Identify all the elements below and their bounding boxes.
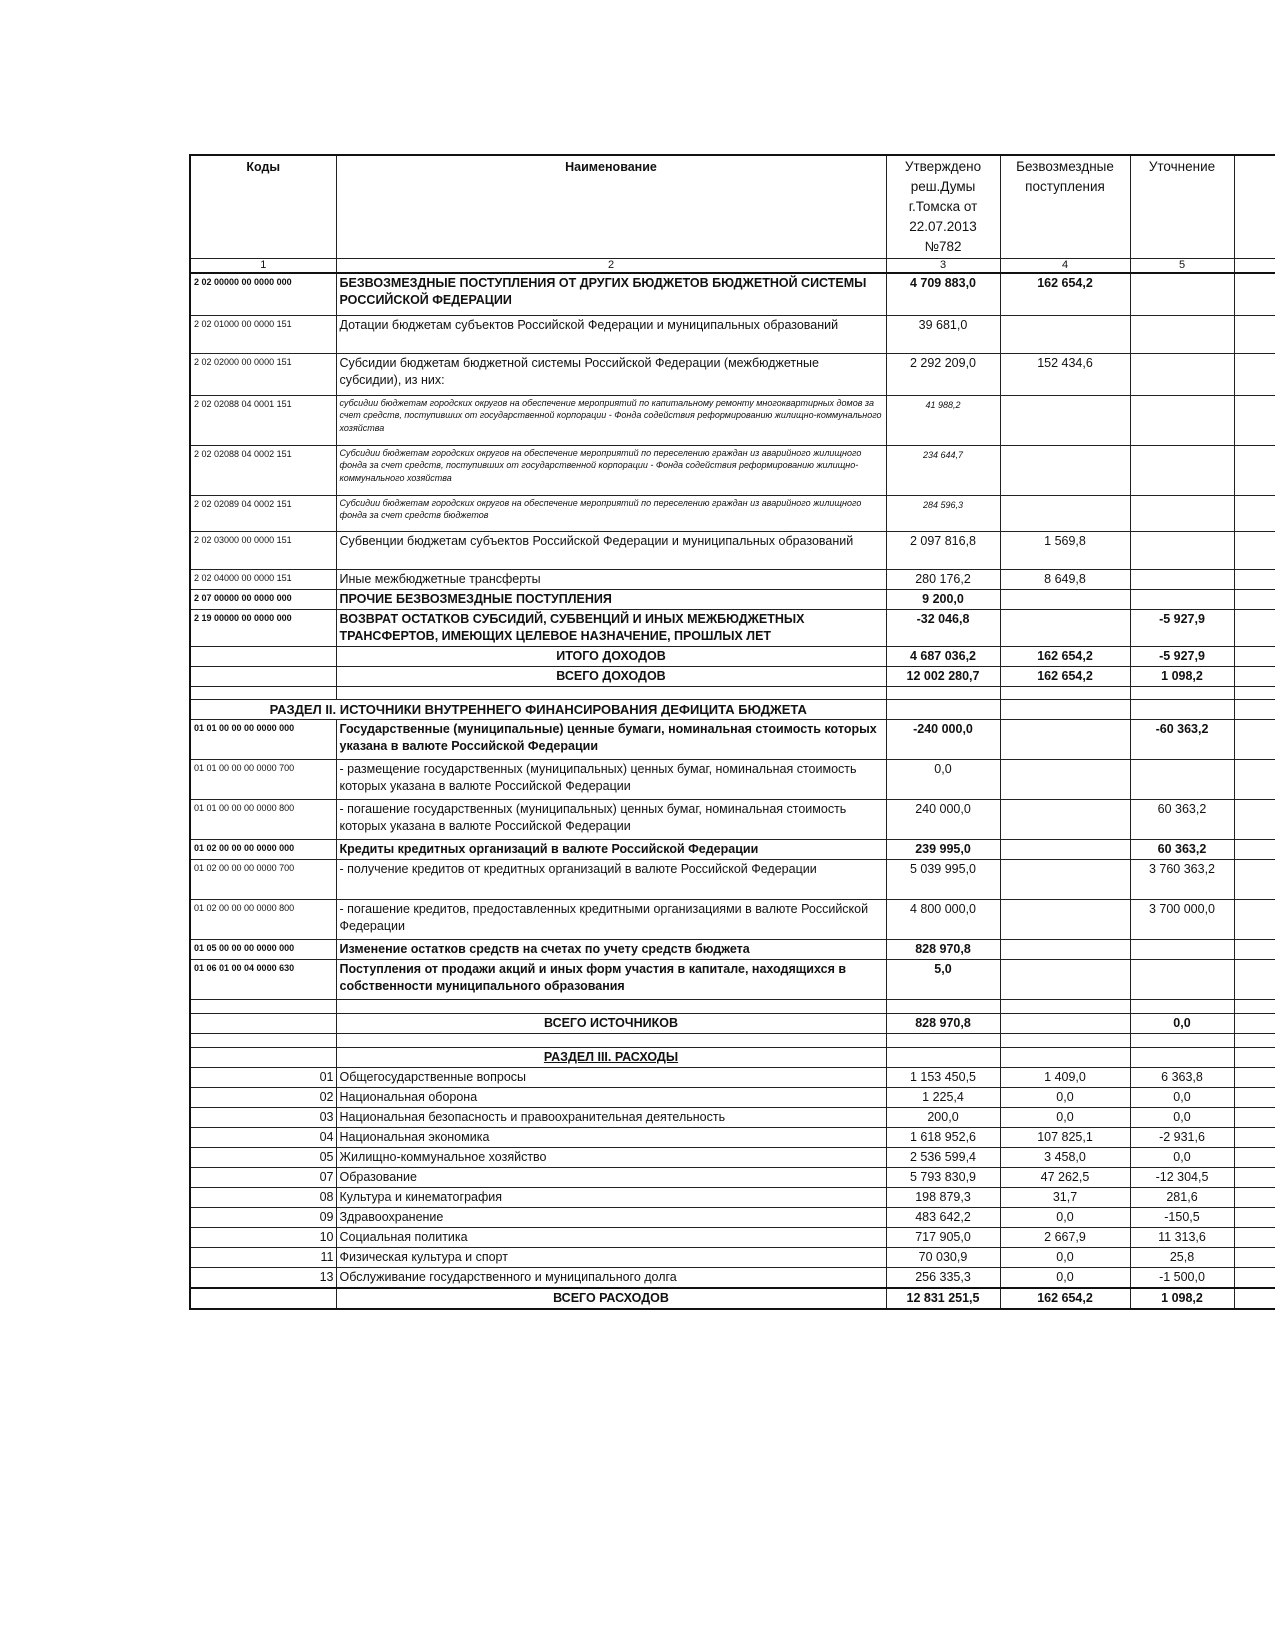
spacer-cell xyxy=(886,1047,1000,1067)
row-gratuitous: 1 409,0 xyxy=(1000,1067,1130,1087)
row-cut-cell xyxy=(1234,666,1275,686)
row-clarification: 1 098,2 xyxy=(1130,1288,1234,1309)
row-approved: 483 642,2 xyxy=(886,1207,1000,1227)
row-approved: 5,0 xyxy=(886,959,1000,999)
table-row xyxy=(190,1087,1275,1107)
table-row xyxy=(190,315,1275,353)
row-name: Изменение остатков средств на счетах по учету средств бюджета xyxy=(336,939,886,959)
row-name: Субсидии бюджетам бюджетной системы Российской Федерации (межбюджетные субсидии), из них: xyxy=(336,353,886,395)
spacer-cell xyxy=(1130,699,1234,719)
row-approved: 828 970,8 xyxy=(886,1013,1000,1033)
spacer-cell xyxy=(190,1033,336,1047)
spacer-cell xyxy=(886,699,1000,719)
row-clarification: -60 363,2 xyxy=(1130,719,1234,759)
column-number: 1 xyxy=(190,259,336,274)
row-code xyxy=(190,666,336,686)
row-code: 2 02 02088 04 0002 151 xyxy=(190,445,336,495)
row-code: 2 02 03000 00 0000 151 xyxy=(190,531,336,569)
row-gratuitous: 0,0 xyxy=(1000,1247,1130,1267)
row-code: 2 02 04000 00 0000 151 xyxy=(190,569,336,589)
row-cut-cell xyxy=(1234,1067,1275,1087)
row-clarification: -1 500,0 xyxy=(1130,1267,1234,1288)
row-clarification: 6 363,8 xyxy=(1130,1067,1234,1087)
row-gratuitous xyxy=(1000,939,1130,959)
row-gratuitous: 162 654,2 xyxy=(1000,1288,1130,1309)
row-gratuitous xyxy=(1000,859,1130,899)
row-name: Физическая культура и спорт xyxy=(336,1247,886,1267)
row-clarification: -150,5 xyxy=(1130,1207,1234,1227)
row-cut-cell xyxy=(1234,899,1275,939)
row-name: ИТОГО ДОХОДОВ xyxy=(336,646,886,666)
row-clarification: 0,0 xyxy=(1130,1147,1234,1167)
table-row xyxy=(190,445,1275,495)
row-clarification xyxy=(1130,759,1234,799)
spacer-cell xyxy=(886,1033,1000,1047)
row-approved: 4 800 000,0 xyxy=(886,899,1000,939)
row-code: 01 02 00 00 00 0000 000 xyxy=(190,839,336,859)
row-clarification: 11 313,6 xyxy=(1130,1227,1234,1247)
row-approved: 12 002 280,7 xyxy=(886,666,1000,686)
column-number: 5 xyxy=(1130,259,1234,274)
spacer-row xyxy=(190,1033,1275,1047)
row-name: Субсидии бюджетам городских округов на обеспечение мероприятий по переселению граждан из аварийного жилищного фонда за счет средств, поступивших от государственной корпорации - Фонда содействия реформированию жилищно-коммунального хозяйства xyxy=(336,445,886,495)
row-name: Государственные (муниципальные) ценные бумаги, номинальная стоимость которых указана в валюте Российской Федерации xyxy=(336,719,886,759)
row-name: субсидии бюджетам городских округов на обеспечение мероприятий по капитальному ремонту многоквартирных домов за счет средств, поступивших от государственной корпорации - Фонда содействия реформированию жилищно-коммунального хозяйства xyxy=(336,395,886,445)
row-gratuitous: 152 434,6 xyxy=(1000,353,1130,395)
table-row xyxy=(190,609,1275,646)
row-cut-cell xyxy=(1234,315,1275,353)
row-cut-cell xyxy=(1234,531,1275,569)
spacer-cell xyxy=(1130,1047,1234,1067)
row-code: 01 01 00 00 00 0000 700 xyxy=(190,759,336,799)
row-name: Культура и кинематография xyxy=(336,1187,886,1207)
table-row xyxy=(190,646,1275,666)
row-clarification: 60 363,2 xyxy=(1130,799,1234,839)
row-gratuitous xyxy=(1000,759,1130,799)
row-cut-cell xyxy=(1234,759,1275,799)
row-code: 07 xyxy=(190,1167,336,1187)
row-approved: 5 039 995,0 xyxy=(886,859,1000,899)
column-number-cut xyxy=(1234,259,1275,274)
row-approved: 256 335,3 xyxy=(886,1267,1000,1288)
row-gratuitous: 162 654,2 xyxy=(1000,646,1130,666)
spacer-cell xyxy=(886,686,1000,699)
header-gratuitous: Безвозмездные поступления xyxy=(1000,155,1130,259)
spacer-cell xyxy=(190,686,336,699)
row-name: Обслуживание государственного и муниципального долга xyxy=(336,1267,886,1288)
row-cut-cell xyxy=(1234,1013,1275,1033)
row-cut-cell xyxy=(1234,1167,1275,1187)
row-clarification: 281,6 xyxy=(1130,1187,1234,1207)
row-name: Социальная политика xyxy=(336,1227,886,1247)
row-gratuitous xyxy=(1000,609,1130,646)
header-cut-column xyxy=(1234,155,1275,259)
spacer-cell xyxy=(336,999,886,1013)
row-gratuitous: 0,0 xyxy=(1000,1267,1130,1288)
row-code: 08 xyxy=(190,1187,336,1207)
section-title: РАЗДЕЛ III. РАСХОДЫ xyxy=(336,1047,886,1067)
table-row xyxy=(190,1127,1275,1147)
row-approved: 2 292 209,0 xyxy=(886,353,1000,395)
row-gratuitous: 47 262,5 xyxy=(1000,1167,1130,1187)
row-cut-cell xyxy=(1234,1207,1275,1227)
row-name: Здравоохранение xyxy=(336,1207,886,1227)
row-cut-cell xyxy=(1234,1087,1275,1107)
row-clarification: 0,0 xyxy=(1130,1013,1234,1033)
row-code xyxy=(190,1013,336,1033)
row-clarification: 0,0 xyxy=(1130,1107,1234,1127)
table-row xyxy=(190,839,1275,859)
row-clarification: -5 927,9 xyxy=(1130,609,1234,646)
row-approved: 828 970,8 xyxy=(886,939,1000,959)
table-row xyxy=(190,589,1275,609)
spacer-cell xyxy=(190,999,336,1013)
row-gratuitous xyxy=(1000,899,1130,939)
row-gratuitous: 0,0 xyxy=(1000,1207,1130,1227)
row-approved: 1 618 952,6 xyxy=(886,1127,1000,1147)
row-code: 01 xyxy=(190,1067,336,1087)
row-clarification: 60 363,2 xyxy=(1130,839,1234,859)
row-gratuitous: 107 825,1 xyxy=(1000,1127,1130,1147)
row-approved: 239 995,0 xyxy=(886,839,1000,859)
table-row xyxy=(190,1167,1275,1187)
row-code: 10 xyxy=(190,1227,336,1247)
row-gratuitous xyxy=(1000,959,1130,999)
row-clarification: 25,8 xyxy=(1130,1247,1234,1267)
table-row xyxy=(190,1288,1275,1309)
table-row xyxy=(190,1227,1275,1247)
row-name: Жилищно-коммунальное хозяйство xyxy=(336,1147,886,1167)
row-code xyxy=(190,646,336,666)
row-name: Иные межбюджетные трансферты xyxy=(336,569,886,589)
row-name: - погашение кредитов, предоставленных кредитными организациями в валюте Российской Федерации xyxy=(336,899,886,939)
row-clarification xyxy=(1130,959,1234,999)
row-gratuitous: 0,0 xyxy=(1000,1107,1130,1127)
row-name: ПРОЧИЕ БЕЗВОЗМЕЗДНЫЕ ПОСТУПЛЕНИЯ xyxy=(336,589,886,609)
table-row xyxy=(190,1107,1275,1127)
table-row xyxy=(190,273,1275,315)
row-clarification xyxy=(1130,445,1234,495)
row-name: Образование xyxy=(336,1167,886,1187)
row-gratuitous xyxy=(1000,589,1130,609)
row-clarification: 0,0 xyxy=(1130,1087,1234,1107)
table-row xyxy=(190,1067,1275,1087)
table-row xyxy=(190,531,1275,569)
table-row xyxy=(190,939,1275,959)
table-row xyxy=(190,569,1275,589)
row-gratuitous xyxy=(1000,1013,1130,1033)
row-code: 2 02 01000 00 0000 151 xyxy=(190,315,336,353)
row-cut-cell xyxy=(1234,273,1275,315)
row-cut-cell xyxy=(1234,1267,1275,1288)
row-name: Национальная экономика xyxy=(336,1127,886,1147)
row-code: 01 01 00 00 00 0000 800 xyxy=(190,799,336,839)
row-gratuitous xyxy=(1000,719,1130,759)
budget-sheet xyxy=(189,154,1275,1310)
row-clarification: 1 098,2 xyxy=(1130,666,1234,686)
header-row xyxy=(190,155,1275,259)
row-cut-cell xyxy=(1234,495,1275,531)
spacer-cell xyxy=(1130,686,1234,699)
spacer-cell xyxy=(1234,999,1275,1013)
table-row xyxy=(190,719,1275,759)
row-code: 02 xyxy=(190,1087,336,1107)
row-cut-cell xyxy=(1234,1127,1275,1147)
table-row xyxy=(190,1013,1275,1033)
row-code: 05 xyxy=(190,1147,336,1167)
row-gratuitous xyxy=(1000,445,1130,495)
row-name: ВСЕГО ИСТОЧНИКОВ xyxy=(336,1013,886,1033)
row-gratuitous: 2 667,9 xyxy=(1000,1227,1130,1247)
spacer-cell xyxy=(1000,1033,1130,1047)
spacer-cell xyxy=(1234,1033,1275,1047)
table-row xyxy=(190,353,1275,395)
row-clarification: -5 927,9 xyxy=(1130,646,1234,666)
spacer-cell xyxy=(1000,1047,1130,1067)
row-approved: -32 046,8 xyxy=(886,609,1000,646)
row-code: 03 xyxy=(190,1107,336,1127)
row-code: 01 06 01 00 04 0000 630 xyxy=(190,959,336,999)
row-approved: 240 000,0 xyxy=(886,799,1000,839)
row-code xyxy=(190,1288,336,1309)
row-code: 01 02 00 00 00 0000 700 xyxy=(190,859,336,899)
spacer-cell xyxy=(336,1033,886,1047)
row-name: Поступления от продажи акций и иных форм участия в капитале, находящихся в собственности муниципального образования xyxy=(336,959,886,999)
row-approved: 1 225,4 xyxy=(886,1087,1000,1107)
row-gratuitous xyxy=(1000,315,1130,353)
table-row xyxy=(190,959,1275,999)
row-gratuitous xyxy=(1000,839,1130,859)
row-cut-cell xyxy=(1234,395,1275,445)
row-clarification xyxy=(1130,939,1234,959)
row-clarification xyxy=(1130,531,1234,569)
row-clarification xyxy=(1130,395,1234,445)
column-number: 3 xyxy=(886,259,1000,274)
row-code: 11 xyxy=(190,1247,336,1267)
row-cut-cell xyxy=(1234,589,1275,609)
row-approved: 70 030,9 xyxy=(886,1247,1000,1267)
row-cut-cell xyxy=(1234,445,1275,495)
row-name: Субвенции бюджетам субъектов Российской Федерации и муниципальных образований xyxy=(336,531,886,569)
row-code: 2 02 00000 00 0000 000 xyxy=(190,273,336,315)
row-code: 01 01 00 00 00 0000 000 xyxy=(190,719,336,759)
spacer-cell xyxy=(1234,686,1275,699)
table-row xyxy=(190,799,1275,839)
row-code: 04 xyxy=(190,1127,336,1147)
row-clarification: 3 760 363,2 xyxy=(1130,859,1234,899)
table-row xyxy=(190,1187,1275,1207)
row-cut-cell xyxy=(1234,859,1275,899)
column-number-row xyxy=(190,259,1275,274)
spacer-cell xyxy=(1234,699,1275,719)
row-approved: 5 793 830,9 xyxy=(886,1167,1000,1187)
row-cut-cell xyxy=(1234,1187,1275,1207)
row-approved: 234 644,7 xyxy=(886,445,1000,495)
row-approved: 39 681,0 xyxy=(886,315,1000,353)
row-gratuitous: 162 654,2 xyxy=(1000,666,1130,686)
spacer-row xyxy=(190,686,1275,699)
row-code: 2 02 02088 04 0001 151 xyxy=(190,395,336,445)
table-row xyxy=(190,495,1275,531)
row-cut-cell xyxy=(1234,799,1275,839)
row-name: ВСЕГО РАСХОДОВ xyxy=(336,1288,886,1309)
spacer-cell xyxy=(1000,699,1130,719)
section-3-title xyxy=(190,1047,1275,1067)
row-approved: 12 831 251,5 xyxy=(886,1288,1000,1309)
header-clarification: Уточнение xyxy=(1130,155,1234,259)
row-clarification: -12 304,5 xyxy=(1130,1167,1234,1187)
row-gratuitous xyxy=(1000,395,1130,445)
row-approved: 280 176,2 xyxy=(886,569,1000,589)
spacer-cell xyxy=(886,999,1000,1013)
row-gratuitous xyxy=(1000,799,1130,839)
row-approved: 41 988,2 xyxy=(886,395,1000,445)
row-name: Национальная оборона xyxy=(336,1087,886,1107)
row-clarification xyxy=(1130,273,1234,315)
column-number: 2 xyxy=(336,259,886,274)
row-approved: 200,0 xyxy=(886,1107,1000,1127)
row-clarification xyxy=(1130,569,1234,589)
row-code: 2 02 02000 00 0000 151 xyxy=(190,353,336,395)
row-cut-cell xyxy=(1234,1227,1275,1247)
row-cut-cell xyxy=(1234,569,1275,589)
row-code: 2 07 00000 00 0000 000 xyxy=(190,589,336,609)
row-code: 01 02 00 00 00 0000 800 xyxy=(190,899,336,939)
row-code: 01 05 00 00 00 0000 000 xyxy=(190,939,336,959)
row-name: Субсидии бюджетам городских округов на обеспечение мероприятий по переселению граждан из аварийного жилищного фонда за счет средств бюджетов xyxy=(336,495,886,531)
row-code: 13 xyxy=(190,1267,336,1288)
row-cut-cell xyxy=(1234,1247,1275,1267)
row-clarification: 3 700 000,0 xyxy=(1130,899,1234,939)
row-approved: 4 687 036,2 xyxy=(886,646,1000,666)
budget-table xyxy=(189,154,1275,1310)
spacer-cell xyxy=(1130,1033,1234,1047)
row-code: 2 19 00000 00 0000 000 xyxy=(190,609,336,646)
row-approved: 717 905,0 xyxy=(886,1227,1000,1247)
row-gratuitous: 3 458,0 xyxy=(1000,1147,1130,1167)
section-title: РАЗДЕЛ II. ИСТОЧНИКИ ВНУТРЕННЕГО ФИНАНСИРОВАНИЯ ДЕФИЦИТА БЮДЖЕТА xyxy=(190,699,886,719)
spacer-row xyxy=(190,999,1275,1013)
row-clarification: -2 931,6 xyxy=(1130,1127,1234,1147)
row-approved: 0,0 xyxy=(886,759,1000,799)
table-row xyxy=(190,1247,1275,1267)
row-name: Дотации бюджетам субъектов Российской Федерации и муниципальных образований xyxy=(336,315,886,353)
row-approved: 198 879,3 xyxy=(886,1187,1000,1207)
row-clarification xyxy=(1130,353,1234,395)
row-cut-cell xyxy=(1234,609,1275,646)
table-row xyxy=(190,1207,1275,1227)
row-name: ВОЗВРАТ ОСТАТКОВ СУБСИДИЙ, СУБВЕНЦИЙ И ИНЫХ МЕЖБЮДЖЕТНЫХ ТРАНСФЕРТОВ, ИМЕЮЩИХ ЦЕЛЕВОЕ НАЗНАЧЕНИЕ, ПРОШЛЫХ ЛЕТ xyxy=(336,609,886,646)
table-row xyxy=(190,1267,1275,1288)
row-approved: 2 097 816,8 xyxy=(886,531,1000,569)
row-gratuitous: 1 569,8 xyxy=(1000,531,1130,569)
row-name: Национальная безопасность и правоохранительная деятельность xyxy=(336,1107,886,1127)
row-cut-cell xyxy=(1234,939,1275,959)
row-cut-cell xyxy=(1234,646,1275,666)
table-row xyxy=(190,666,1275,686)
row-code: 2 02 02089 04 0002 151 xyxy=(190,495,336,531)
spacer-cell xyxy=(1130,999,1234,1013)
row-gratuitous: 0,0 xyxy=(1000,1087,1130,1107)
table-row xyxy=(190,395,1275,445)
row-cut-cell xyxy=(1234,1288,1275,1309)
row-name: Кредиты кредитных организаций в валюте Российской Федерации xyxy=(336,839,886,859)
row-cut-cell xyxy=(1234,1107,1275,1127)
spacer-cell xyxy=(190,1047,336,1067)
row-code: 09 xyxy=(190,1207,336,1227)
row-approved: 4 709 883,0 xyxy=(886,273,1000,315)
row-name: - погашение государственных (муниципальных) ценных бумаг, номинальная стоимость которых указана в валюте Российской Федерации xyxy=(336,799,886,839)
spacer-cell xyxy=(1234,1047,1275,1067)
table-row xyxy=(190,899,1275,939)
column-number: 4 xyxy=(1000,259,1130,274)
section-2-title xyxy=(190,699,1275,719)
row-gratuitous: 8 649,8 xyxy=(1000,569,1130,589)
row-cut-cell xyxy=(1234,719,1275,759)
row-approved: 1 153 450,5 xyxy=(886,1067,1000,1087)
spacer-cell xyxy=(1000,999,1130,1013)
row-approved: 284 596,3 xyxy=(886,495,1000,531)
row-name: - получение кредитов от кредитных организаций в валюте Российской Федерации xyxy=(336,859,886,899)
row-name: - размещение государственных (муниципальных) ценных бумаг, номинальная стоимость которых указана в валюте Российской Федерации xyxy=(336,759,886,799)
row-cut-cell xyxy=(1234,839,1275,859)
row-name: БЕЗВОЗМЕЗДНЫЕ ПОСТУПЛЕНИЯ ОТ ДРУГИХ БЮДЖЕТОВ БЮДЖЕТНОЙ СИСТЕМЫ РОССИЙСКОЙ ФЕДЕРАЦИИ xyxy=(336,273,886,315)
spacer-cell xyxy=(336,686,886,699)
row-approved: 2 536 599,4 xyxy=(886,1147,1000,1167)
header-name: Наименование xyxy=(336,155,886,259)
table-row xyxy=(190,759,1275,799)
row-clarification xyxy=(1130,315,1234,353)
row-name: Общегосударственные вопросы xyxy=(336,1067,886,1087)
row-gratuitous: 31,7 xyxy=(1000,1187,1130,1207)
row-gratuitous: 162 654,2 xyxy=(1000,273,1130,315)
header-codes: Коды xyxy=(190,155,336,259)
row-approved: 9 200,0 xyxy=(886,589,1000,609)
row-approved: -240 000,0 xyxy=(886,719,1000,759)
row-name: ВСЕГО ДОХОДОВ xyxy=(336,666,886,686)
row-cut-cell xyxy=(1234,1147,1275,1167)
table-row xyxy=(190,1147,1275,1167)
spacer-cell xyxy=(1000,686,1130,699)
table-row xyxy=(190,859,1275,899)
header-approved: Утверждено реш.Думы г.Томска от 22.07.2013 №782 xyxy=(886,155,1000,259)
row-clarification xyxy=(1130,589,1234,609)
row-gratuitous xyxy=(1000,495,1130,531)
row-cut-cell xyxy=(1234,959,1275,999)
row-cut-cell xyxy=(1234,353,1275,395)
row-clarification xyxy=(1130,495,1234,531)
